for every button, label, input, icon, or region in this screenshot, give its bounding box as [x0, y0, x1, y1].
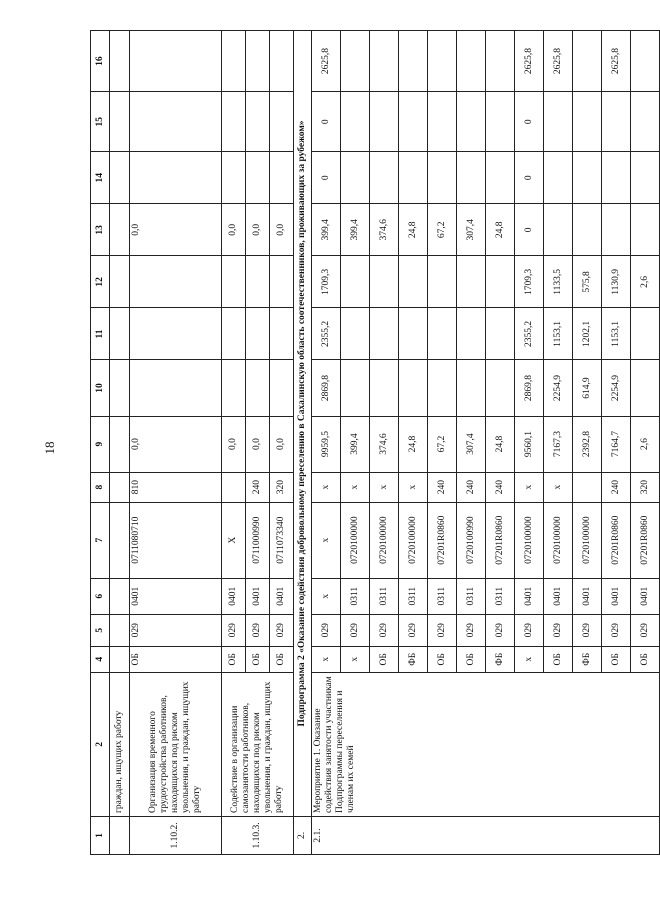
section-row [294, 31, 312, 855]
header-cell: 12 [91, 256, 110, 308]
table-row: ОБ 029 0311 07201R0860 240 67,2 67,2 [428, 31, 457, 855]
header-cell: 13 [91, 204, 110, 256]
table-row: ОБ 029 0311 0720100990 240 307,4 307,4 [457, 31, 486, 855]
header-cell: 8 [91, 472, 110, 502]
header-cell: 7 [91, 502, 110, 578]
table-row: х 029 0401 0720100000 х 9560,1 2869,8 2355,2 1709,3 0 0 0 2625,8 [515, 31, 544, 855]
header-cell: 11 [91, 308, 110, 360]
header-cell: 2 [91, 672, 110, 816]
table-row: ФБ 029 0311 0720100000 х 24,8 24,8 [399, 31, 428, 855]
table-row: ОБ 029 0401 07201R0860 320 2,6 2,6 [631, 31, 660, 855]
table-row: 1.10.2. Организация временного трудоустройства работников, находящихся под риском увольнения, и граждан, ищущих работу ОБ 029 0401 0711080710 810 0,0 0,0 [130, 31, 222, 855]
table-row: ОБ 029 0401 07201R0860 240 7164,7 2254,9 1153,1 1130,9 2625,8 [602, 31, 631, 855]
header-cell: 10 [91, 360, 110, 416]
table-row: 1.10.3. Содействие в организации самозанятости работников, находящихся под риском увольнения, и граждан, ищущих работу ОБ 029 0401 Х 0,0 0,0 [222, 31, 246, 855]
row-number: 1.10.2. [130, 816, 222, 854]
row-name: Организация временного трудоустройства работников, находящихся под риском увольнения, и граждан, ищущих работу [130, 672, 222, 816]
table-row: 2.1. Мероприятие 1. Оказание содействия занятости участникам Подпрограммы переселения и членам их семей х 029 х х х 9959,5 2869,8 2355,2 1709,3 399,4 0 0 2625,8 [312, 31, 341, 855]
table-row: ОБ 029 0311 0720100000 х 374,6 374,6 [370, 31, 399, 855]
table-row: х 029 0311 0720100000 х 399,4 399,4 [341, 31, 370, 855]
header-cell: 5 [91, 614, 110, 646]
section-number: 2. [294, 816, 312, 854]
header-cell: 9 [91, 416, 110, 472]
table-row: ОБ 029 0401 0711000990 240 0,0 0,0 [246, 31, 270, 855]
table-row: ОБ 029 0401 0720100000 х 7167,3 2254,9 1153,1 1133,5 2625,8 [544, 31, 573, 855]
header-cell: 1 [91, 816, 110, 854]
page-number: 18 [42, 441, 57, 455]
header-cell: 6 [91, 578, 110, 614]
budget-table [90, 30, 660, 855]
table-row [110, 31, 130, 855]
header-row [91, 31, 110, 855]
table-row: ОБ 029 0401 0711073340 320 0,0 0,0 [270, 31, 294, 855]
header-cell: 14 [91, 152, 110, 204]
header-cell: 4 [91, 646, 110, 672]
table-row: ФБ 029 0311 07201R0860 240 24,8 24,8 [486, 31, 515, 855]
row-number: 1.10.3. [222, 816, 294, 854]
row-text: граждан, ищущих работу [110, 672, 130, 816]
header-cell: 16 [91, 31, 110, 92]
row-name: Мероприятие 1. Оказание содействия занятости участникам Подпрограммы переселения и членам их семей [312, 672, 660, 816]
row-number: 2.1. [312, 816, 660, 854]
rotated-table-container [90, 30, 650, 855]
section-title: Подпрограмма 2 «Оказание содействия добровольному переселению в Сахалинскую область соотечественников, проживающих за рубежом» [294, 31, 312, 817]
row-name: Содействие в организации самозанятости работников, находящихся под риском увольнения, и граждан, ищущих работу [222, 672, 294, 816]
table-row: ФБ 029 0401 0720100000 2392,8 614,9 1202,1 575,8 [573, 31, 602, 855]
header-cell: 15 [91, 92, 110, 152]
